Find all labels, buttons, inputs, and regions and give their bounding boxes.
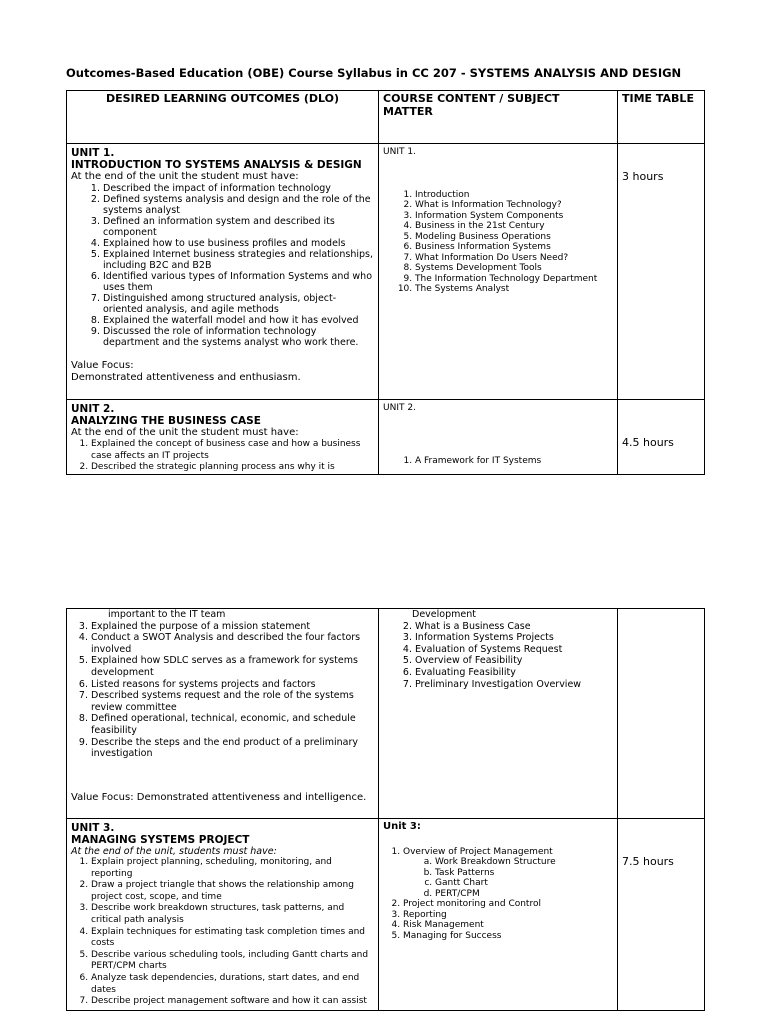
list-item: 9. Discussed the role of information technology department and the systems analyst who work there.	[103, 326, 374, 348]
list-item: 6. Business Information Systems	[415, 242, 613, 253]
list-item: 5. Overview of Feasibility	[415, 655, 613, 667]
unit1-row	[67, 144, 705, 400]
list-item: 3. Defined an information system and described its component	[103, 216, 374, 238]
syllabus-table-page-2	[66, 608, 705, 1011]
unit3-time: 7.5 hours	[622, 855, 674, 868]
unit2-dlo-cell	[67, 400, 379, 475]
list-item	[403, 847, 613, 900]
unit2-outcomes-list-2	[71, 621, 374, 760]
unit1-content-list	[383, 190, 613, 295]
list-item: a. Work Breakdown Structure	[435, 857, 613, 868]
unit2-outcomes-list-1	[71, 439, 374, 474]
unit1-time-cell	[618, 144, 705, 400]
list-item: 1. Introduction	[415, 190, 613, 201]
unit2-content-cell	[379, 400, 618, 475]
list-item: 7. Describe project management software and how it can assist	[91, 996, 374, 1008]
unit3-title: MANAGING SYSTEMS PROJECT	[71, 834, 250, 846]
unit1-value-focus-label: Value Focus:	[71, 360, 134, 371]
list-item: 4. Explain techniques for estimating task completion times and costs	[91, 927, 374, 950]
unit2-value-focus: Value Focus: Demonstrated attentiveness and intelligence.	[71, 791, 367, 803]
list-item: 1. Explained the concept of business case and how a business case affects an IT projects	[91, 439, 374, 462]
unit2-content-list-2	[383, 621, 613, 691]
unit3-outcomes-list	[71, 857, 374, 1008]
list-item: 4. Business in the 21st Century	[415, 221, 613, 232]
unit2-content-heading: UNIT 2.	[383, 403, 416, 413]
list-item: 2. Draw a project triangle that shows the relationship among project cost, scope, and time	[91, 880, 374, 903]
unit2-time-cell-cont	[618, 609, 705, 819]
unit3-row	[67, 819, 705, 1011]
unit2-content1-continued: Development	[412, 609, 476, 620]
unit1-content-heading: UNIT 1.	[383, 147, 416, 157]
unit2-heading: UNIT 2.	[71, 403, 115, 415]
unit3-intro: At the end of the unit, students must have:	[71, 846, 277, 857]
list-item: 5. Explained how SDLC serves as a framework for systems development	[91, 655, 374, 678]
list-item: 1. Described the impact of information technology	[103, 183, 374, 194]
unit2-time: 4.5 hours	[622, 436, 674, 449]
list-item: 8. Systems Development Tools	[415, 263, 613, 274]
unit3-dlo-cell	[67, 819, 379, 1011]
unit2-intro: At the end of the unit the student must have:	[71, 427, 299, 438]
unit2-title: ANALYZING THE BUSINESS CASE	[71, 415, 261, 427]
list-item: 5. Managing for Success	[403, 931, 613, 942]
table-header-row	[67, 91, 705, 144]
unit3-content-first: Overview of Project Management	[403, 846, 553, 857]
list-item: 2. Defined systems analysis and design and the role of the systems analyst	[103, 194, 374, 216]
syllabus-table-page-1	[66, 90, 705, 475]
list-item: c. Gantt Chart	[435, 878, 613, 889]
unit1-title: INTRODUCTION TO SYSTEMS ANALYSIS & DESIGN	[71, 159, 362, 171]
unit3-time-cell	[618, 819, 705, 1011]
unit2-content-list-1	[383, 456, 613, 468]
unit3-content-sublist	[403, 857, 613, 899]
list-item: 5. Describe various scheduling tools, including Gantt charts and PERT/CPM charts	[91, 950, 374, 973]
list-item: 4. Evaluation of Systems Request	[415, 644, 613, 656]
list-item: b. Task Patterns	[435, 868, 613, 879]
list-item: 8. Defined operational, technical, economic, and schedule feasibility	[91, 713, 374, 736]
list-item: 2. What is Information Technology?	[415, 200, 613, 211]
list-item: 8. Explained the waterfall model and how it has evolved	[103, 315, 374, 326]
unit2-outcome2-continued: important to the IT team	[108, 609, 226, 620]
unit2-dlo-cell-cont	[67, 609, 379, 819]
unit1-dlo-cell	[67, 144, 379, 400]
list-item: 3. Reporting	[403, 910, 613, 921]
unit2-row-part1	[67, 400, 705, 475]
unit2-time-cell	[618, 400, 705, 475]
unit1-outcomes-list	[71, 183, 374, 348]
list-item: 4. Conduct a SWOT Analysis and described the four factors involved	[91, 632, 374, 655]
unit3-content-cell	[379, 819, 618, 1011]
unit2-content-cell-cont	[379, 609, 618, 819]
list-item: 6. Listed reasons for systems projects and factors	[91, 679, 374, 691]
list-item: 7. What Information Do Users Need?	[415, 253, 613, 264]
unit1-content-cell	[379, 144, 618, 400]
list-item: 3. Information Systems Projects	[415, 632, 613, 644]
header-dlo: DESIRED LEARNING OUTCOMES (DLO)	[67, 91, 379, 144]
list-item: 10. The Systems Analyst	[415, 284, 613, 295]
list-item: 7. Preliminary Investigation Overview	[415, 679, 613, 691]
list-item: 5. Modeling Business Operations	[415, 232, 613, 243]
list-item: 6. Analyze task dependencies, durations, start dates, and end dates	[91, 973, 374, 996]
list-item: 9. Describe the steps and the end product of a preliminary investigation	[91, 737, 374, 760]
header-time-table: TIME TABLE	[618, 91, 705, 144]
unit1-heading: UNIT 1.	[71, 147, 115, 159]
unit1-value-focus: Demonstrated attentiveness and enthusiasm.	[71, 372, 301, 383]
header-content-line2: MATTER	[383, 105, 433, 118]
list-item: 1. Explain project planning, scheduling, monitoring, and reporting	[91, 857, 374, 880]
list-item: 6. Identified various types of Information Systems and who uses them	[103, 271, 374, 293]
list-item: 3. Explained the purpose of a mission statement	[91, 621, 374, 633]
list-item: 4. Explained how to use business profiles and models	[103, 238, 374, 249]
list-item: 2. Project monitoring and Control	[403, 899, 613, 910]
unit2-row-part2	[67, 609, 705, 819]
unit3-content-list	[383, 847, 613, 942]
list-item: 7. Described systems request and the role of the systems review committee	[91, 690, 374, 713]
list-item: 1. A Framework for IT Systems	[415, 456, 613, 468]
unit3-content-heading: Unit 3:	[383, 821, 421, 832]
unit1-intro: At the end of the unit the student must have:	[71, 171, 299, 182]
page-title: Outcomes-Based Education (OBE) Course Syllabus in CC 207 - SYSTEMS ANALYSIS AND DESIGN	[66, 66, 682, 80]
list-item: 6. Evaluating Feasibility	[415, 667, 613, 679]
list-item: 5. Explained Internet business strategies and relationships, including B2C and B2B	[103, 249, 374, 271]
list-item: 4. Risk Management	[403, 920, 613, 931]
list-item: d. PERT/CPM	[435, 889, 613, 900]
list-item: 3. Information System Components	[415, 211, 613, 222]
list-item: 2. What is a Business Case	[415, 621, 613, 633]
list-item: 7. Distinguished among structured analysis, object-oriented analysis, and agile methods	[103, 293, 374, 315]
header-content-line1: COURSE CONTENT / SUBJECT	[383, 92, 560, 105]
unit1-time: 3 hours	[622, 170, 664, 183]
header-course-content	[379, 91, 618, 144]
list-item: 3. Describe work breakdown structures, task patterns, and critical path analysis	[91, 903, 374, 926]
list-item: 2. Described the strategic planning process ans why it is	[91, 462, 374, 474]
list-item: 9. The Information Technology Department	[415, 274, 613, 285]
unit3-heading: UNIT 3.	[71, 822, 115, 834]
